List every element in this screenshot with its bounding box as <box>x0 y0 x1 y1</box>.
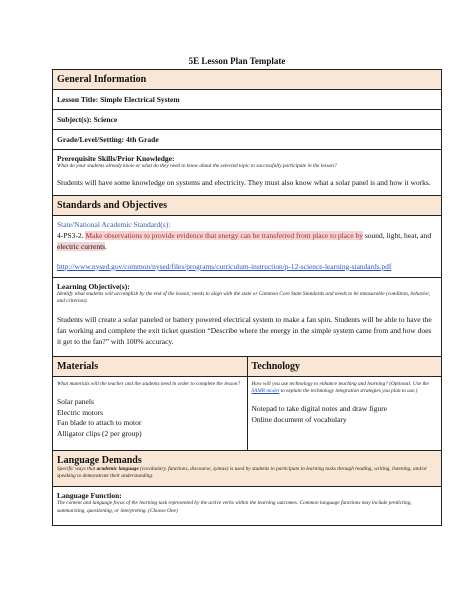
state-standard-label: State/National Academic Standard(s): <box>57 220 171 230</box>
language-hint-pre: Specific ways that <box>57 466 97 473</box>
subjects: Subject(s): Science <box>53 110 442 130</box>
standard-end: . <box>105 241 107 251</box>
technology-header: Technology <box>247 356 442 376</box>
grade-level: Grade/Level/Setting: 4th Grade <box>53 130 442 150</box>
standard-highlight-2: electric currents <box>57 241 106 251</box>
materials-item: Solar panels <box>57 396 94 406</box>
document-title: 5E Lesson Plan Template <box>188 56 286 66</box>
prereq-text: Students will have some knowledge on systems and electricity. They must also know what a solar panel is and how it works. <box>57 178 431 188</box>
technology-hint-end: to explain the technology integration strategies you plan to use.) <box>279 387 418 394</box>
language-function-hint: The content and language focus of the learning task represented by the active verbs within the learning outcomes. Common language functions may include predicting, summarizing, questioning, or interpreting. (Choose One) <box>57 500 412 514</box>
standard-plain: sound, light, heat, and <box>363 230 432 240</box>
standard-text <box>57 231 437 253</box>
materials-item: Alligator clips (2 per group) <box>57 429 142 439</box>
materials-item: Fan blade to attach to motor <box>57 418 142 428</box>
lesson-plan-table <box>52 69 442 526</box>
language-demands-cell <box>53 451 442 487</box>
objective-text: Students will create a solar paneled or battery powered electrical system to make a fan spin. Students will be able to have the fan working and complete the exit ticket question “Describe where the energy in the simple system came from and how does it get to the fan?” with 100% accuracy. <box>57 314 432 346</box>
materials-hint: What materials will the teacher and the students need in order to complete the lesson? <box>57 380 241 387</box>
language-demands-header: Language Demands <box>57 455 142 467</box>
language-hint-bold: academic language <box>96 466 139 473</box>
language-function-label: Language Function: <box>57 491 122 501</box>
materials-header: Materials <box>53 356 248 376</box>
technology-hint <box>252 381 438 395</box>
standard-highlight-1: Make observations to provide evidence that energy can be transferred from place to place by <box>85 230 364 240</box>
language-hint-post: (vocabulary, functions, discourse, syntax) is used by students to participate in learning tasks through reading, writing, listening, and/or speaking to demonstrate their understanding. <box>57 466 428 480</box>
objective-cell <box>53 277 442 356</box>
standards-cell <box>53 216 442 278</box>
technology-item: Notepad to take digital notes and draw figure <box>251 403 388 413</box>
technology-item: Online document of vocabulary <box>251 414 347 424</box>
samr-link[interactable]: SAMR model <box>251 387 280 394</box>
technology-cell <box>247 376 442 451</box>
standards-header: Standards and Objectives <box>53 196 442 216</box>
general-info-header: General Information <box>53 70 442 90</box>
lesson-title: Lesson Title: Simple Electrical System <box>53 90 442 110</box>
standards-link[interactable]: http://www.nysed.gov/common/nysed/files/programs/curriculum-instruction/p-12-science-learning-standards.pdf <box>57 261 392 271</box>
technology-hint-text: How will you use technology to enhance teaching and learning? (Optional: Use the <box>251 380 429 387</box>
standard-code: 4-PS3-2. <box>57 230 84 240</box>
language-function-cell <box>53 487 442 525</box>
materials-list <box>57 397 243 441</box>
prereq-hint: What do your students already know or what do they need to know about the selected topic to successfully participate in the lesson? <box>57 163 337 169</box>
prereq-cell <box>53 150 442 196</box>
materials-item: Electric motors <box>57 407 104 417</box>
materials-cell <box>53 376 248 451</box>
language-demands-hint <box>57 466 437 480</box>
prereq-label: Prerequisite Skills/Prior Knowledge: <box>57 154 175 163</box>
technology-list <box>252 404 438 426</box>
objective-hint: Identify what students will accomplish by the end of the lesson; needs to align with the state or Common Core State Standards and needs to be measurable (condition, behavior, and criterion). <box>57 290 430 304</box>
objective-label: Learning Objective(s): <box>57 281 130 291</box>
